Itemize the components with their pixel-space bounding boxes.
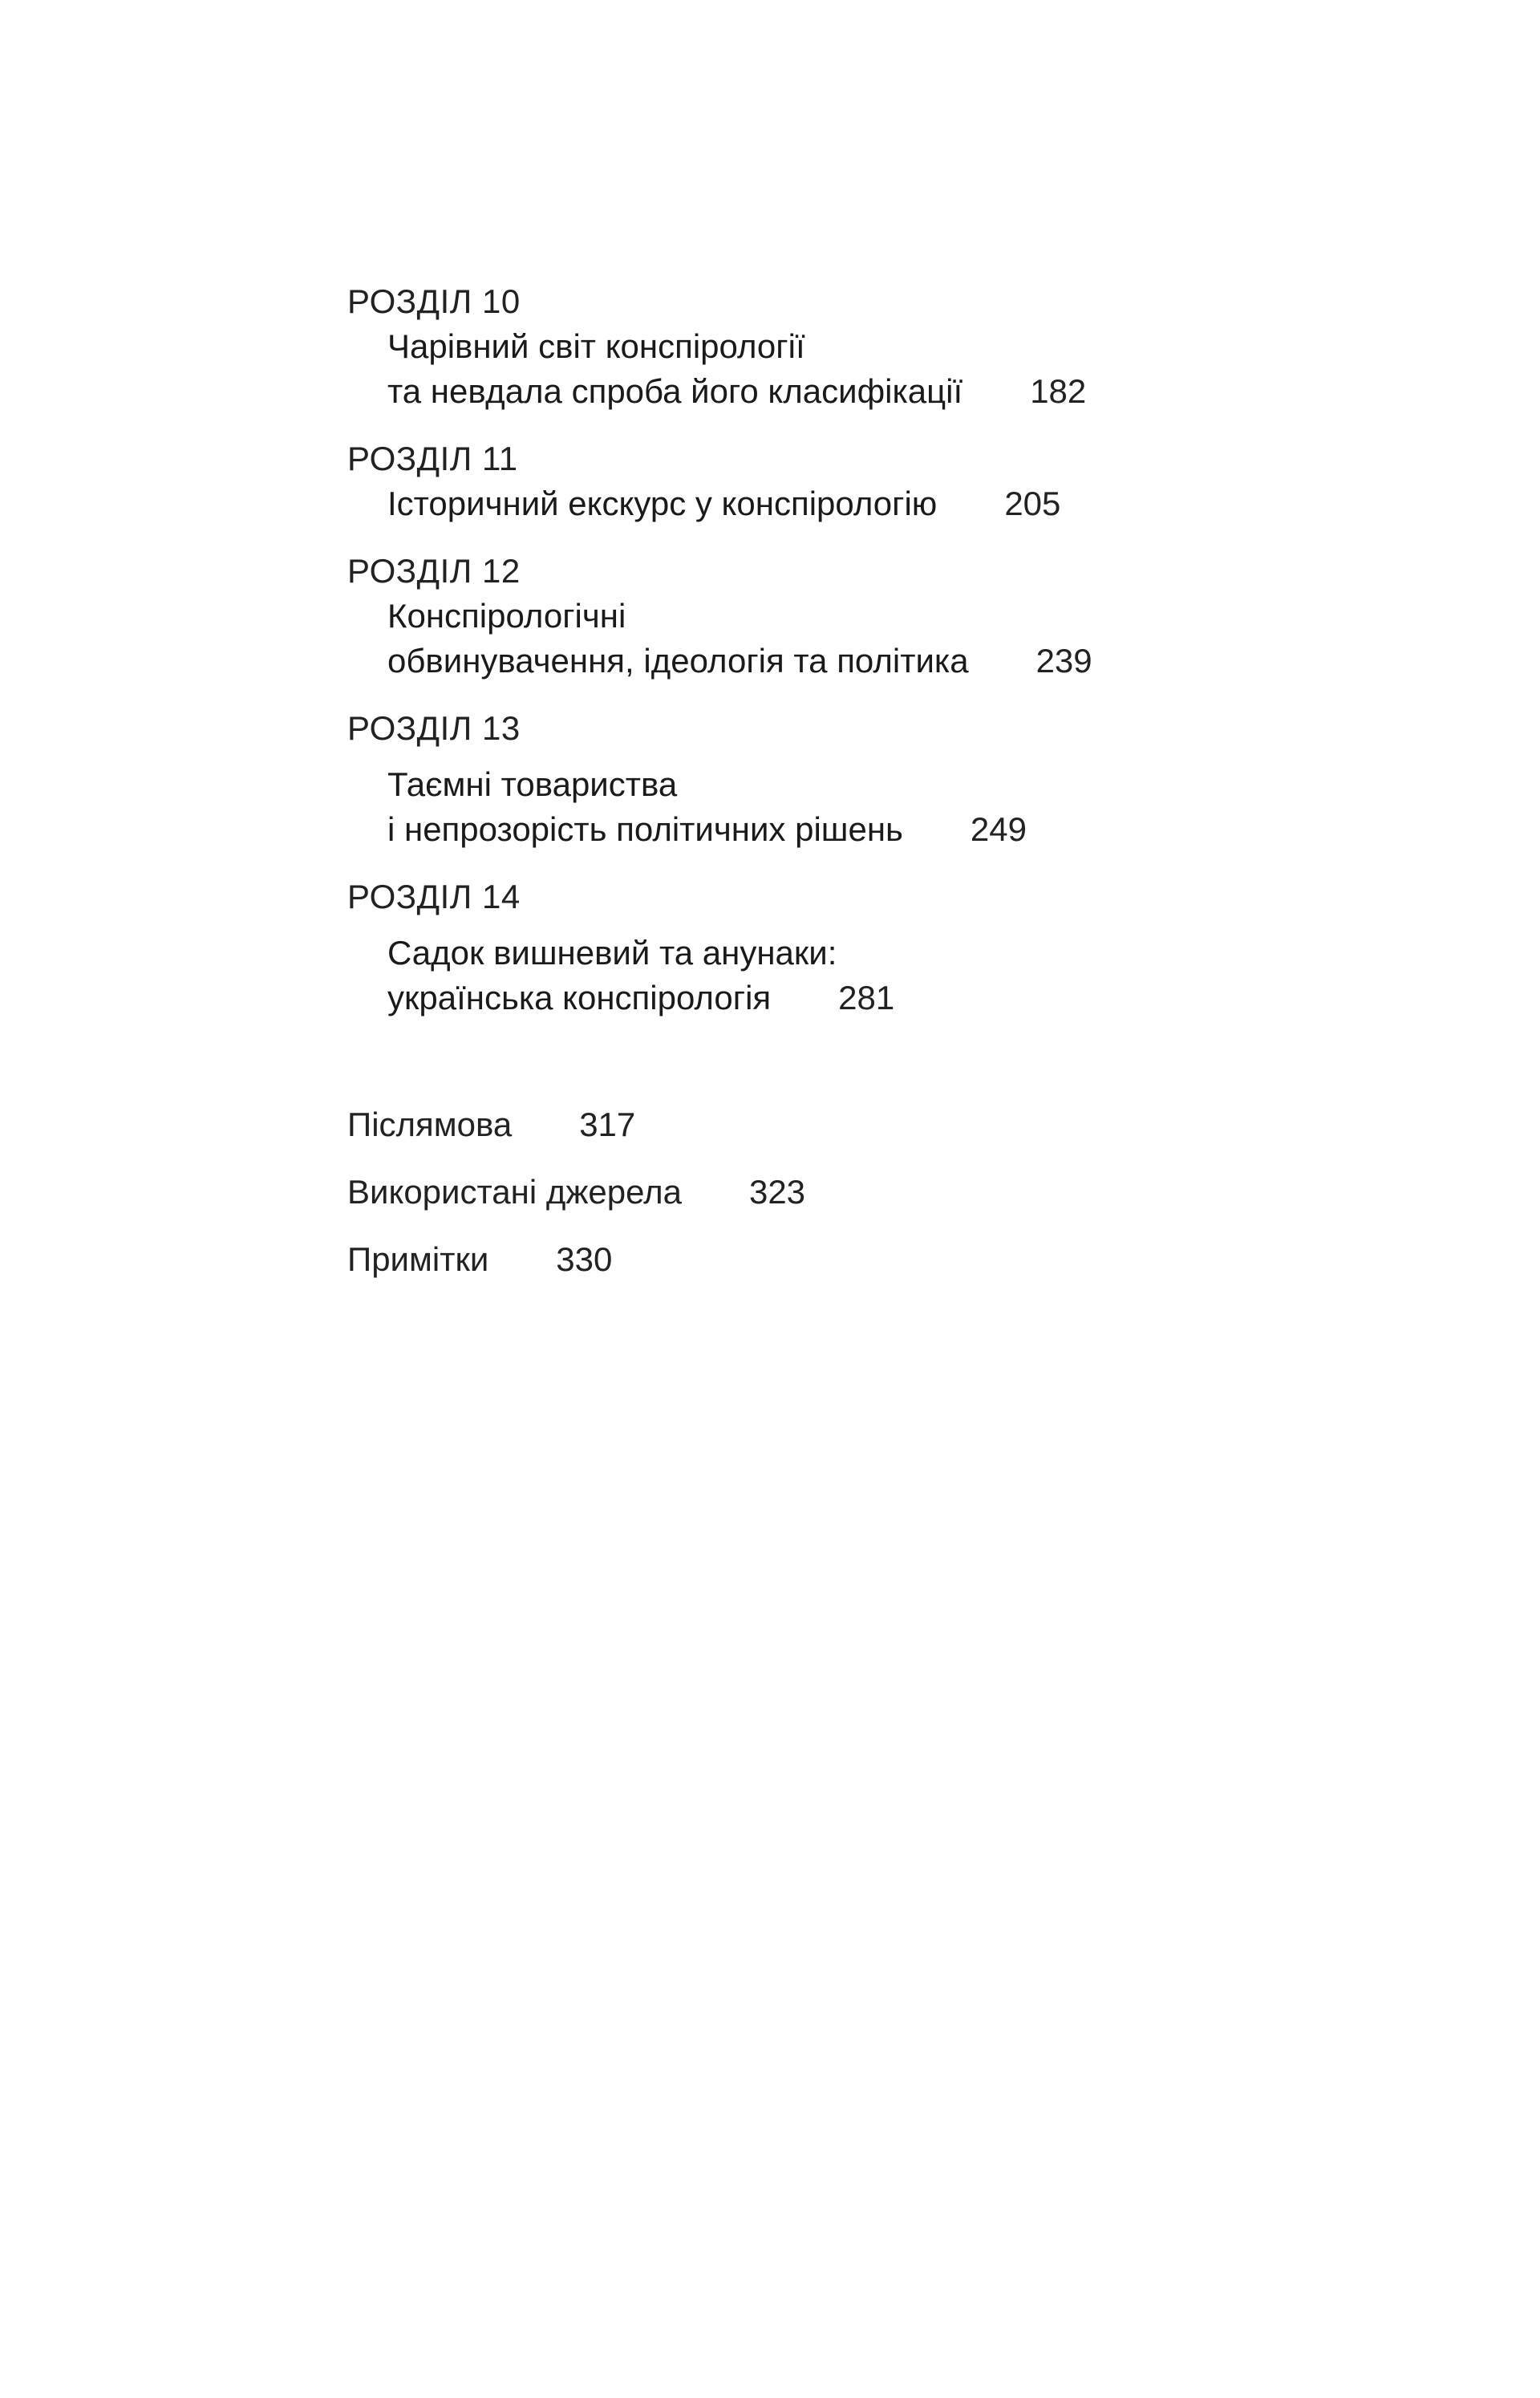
- entry-label: Примітки: [347, 1240, 489, 1278]
- chapter-title-line: Історичний екскурс у конспірологію 205: [387, 485, 1061, 522]
- chapter-title: [387, 481, 1230, 526]
- chapter-title-line: українська конспірологія 281: [387, 979, 895, 1016]
- toc-entry-chapter-12[interactable]: [347, 549, 1230, 684]
- chapter-title: [387, 594, 1230, 684]
- page-number: 249: [970, 810, 1027, 848]
- chapter-title-line: Таємні товариства: [387, 765, 678, 803]
- page-number: 239: [1035, 642, 1092, 680]
- toc-entry-notes[interactable]: [347, 1237, 1069, 1282]
- page-number: 205: [1004, 485, 1061, 522]
- chapter-title: [387, 324, 1230, 414]
- chapter-title-line: Чарівний світ конспірології: [387, 327, 805, 365]
- page-number: 281: [838, 979, 895, 1016]
- page-number: 182: [1030, 372, 1087, 410]
- entry-label: Післямова: [347, 1106, 513, 1143]
- table-of-contents: [347, 279, 1230, 1043]
- chapter-title-line: обвинувачення, ідеологія та політика 239: [387, 642, 1092, 680]
- chapter-title-line: Конспірологічні: [387, 597, 626, 635]
- chapter-label: РОЗДІЛ 14: [347, 878, 521, 915]
- chapter-label: РОЗДІЛ 11: [347, 440, 518, 477]
- chapter-title-line: Садок вишневий та анунаки:: [387, 934, 837, 972]
- chapter-label: РОЗДІЛ 12: [347, 552, 521, 590]
- page-number: 317: [579, 1106, 636, 1143]
- chapter-title: [387, 931, 1230, 1020]
- toc-entry-chapter-13[interactable]: [347, 706, 1230, 852]
- toc-entry-chapter-11[interactable]: [347, 436, 1230, 526]
- page-number: 323: [748, 1173, 806, 1211]
- toc-entry-chapter-10[interactable]: [347, 279, 1230, 414]
- entry-label: Використані джерела: [347, 1173, 682, 1211]
- toc-entry-afterword[interactable]: [347, 1102, 1069, 1147]
- page-number: 330: [556, 1240, 613, 1278]
- toc-entry-sources[interactable]: [347, 1170, 1069, 1215]
- back-matter-list: [347, 1102, 1069, 1304]
- chapter-label: РОЗДІЛ 13: [347, 709, 521, 747]
- chapter-title-line: і непрозорість політичних рішень 249: [387, 810, 1027, 848]
- chapter-title-line: та невдала спроба його класифікації 182: [387, 372, 1087, 410]
- chapter-title: [387, 762, 1230, 852]
- chapter-label: РОЗДІЛ 10: [347, 282, 521, 320]
- toc-entry-chapter-14[interactable]: [347, 874, 1230, 1020]
